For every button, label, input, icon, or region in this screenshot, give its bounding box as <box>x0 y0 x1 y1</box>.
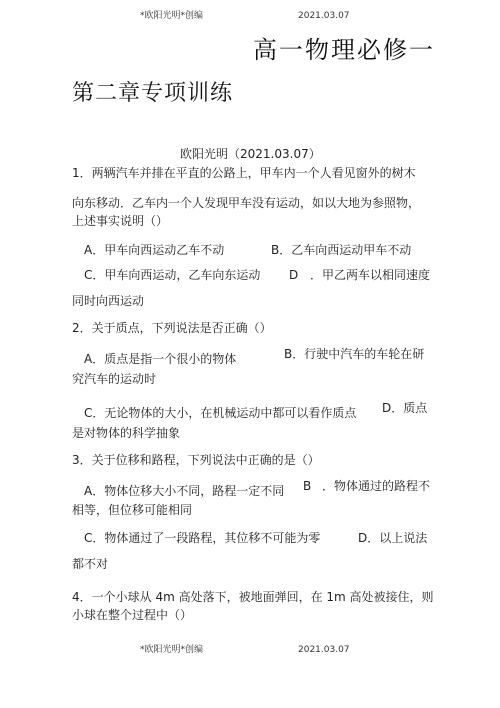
header-left: *欧阳光明*创编 <box>140 11 204 21</box>
q1-stem-line3: 上述事实说明（） <box>72 214 169 228</box>
chapter-subtitle: 第二章专项训练 <box>72 81 234 106</box>
q3-option-b-letter: B <box>303 479 312 493</box>
header-right: 2021.03.07 <box>298 11 350 21</box>
q2-option-d: D．质点 <box>382 401 428 415</box>
q4-stem-line1: 4．一个小球从 4m 高处落下，被地面弹回，在 1m 高处被接住，则 <box>72 590 434 604</box>
q2-option-d-cont: 是对物体的科学抽象 <box>72 426 181 440</box>
q3-option-b-cont: 相等，但位移可能相同 <box>72 503 193 517</box>
q1-option-c: C．甲车向西运动，乙车向东运动 <box>84 268 261 282</box>
q2-option-b: B．行驶中汽车的车轮在研 <box>284 347 425 361</box>
q3-stem: 3．关于位移和路程，下列说法中正确的是（） <box>72 453 320 467</box>
q3-option-d-cont: 都不对 <box>72 557 109 571</box>
q1-stem-line2: 向东移动．乙车内一个人发现甲车没有运动，如以大地为参照物， <box>72 196 421 210</box>
footer-left: *欧阳光明*创编 <box>140 645 204 655</box>
q2-option-a: A．质点是指一个很小的物体 <box>84 352 237 366</box>
q1-stem-line1: 1．两辆汽车并排在平直的公路上，甲车内一个人看见窗外的树木 <box>72 166 416 180</box>
q1-option-a: A．甲车向西运动乙车不动 <box>84 243 225 257</box>
q1-option-d-cont: 同时向西运动 <box>72 294 145 308</box>
q3-option-d: D．以上说法 <box>358 531 428 545</box>
q3-option-c: C．物体通过了一段路程，其位移不可能为零 <box>84 531 321 545</box>
page-title: 高一物理必修一 <box>253 36 435 64</box>
q3-option-a: A．物体位移大小不同，路程一定不同 <box>84 484 285 498</box>
q2-option-b-cont: 究汽车的运动时 <box>72 372 157 386</box>
q1-option-b: B．乙车向西运动甲车不动 <box>271 243 412 257</box>
q1-option-d-letter: D <box>289 268 299 282</box>
author-line: 欧阳光明（2021.03.07） <box>180 147 321 161</box>
q1-option-d: ．甲乙两车以相同速度 <box>310 268 431 282</box>
footer-right: 2021.03.07 <box>298 645 350 655</box>
q4-stem-line2: 小球在整个过程中（） <box>72 608 193 622</box>
q2-stem: 2．关于质点，下列说法是否正确（） <box>72 321 272 335</box>
q2-option-c: C．无论物体的大小，在机械运动中都可以看作质点 <box>84 406 357 420</box>
q3-option-b: ．物体通过的路程不 <box>322 479 431 493</box>
